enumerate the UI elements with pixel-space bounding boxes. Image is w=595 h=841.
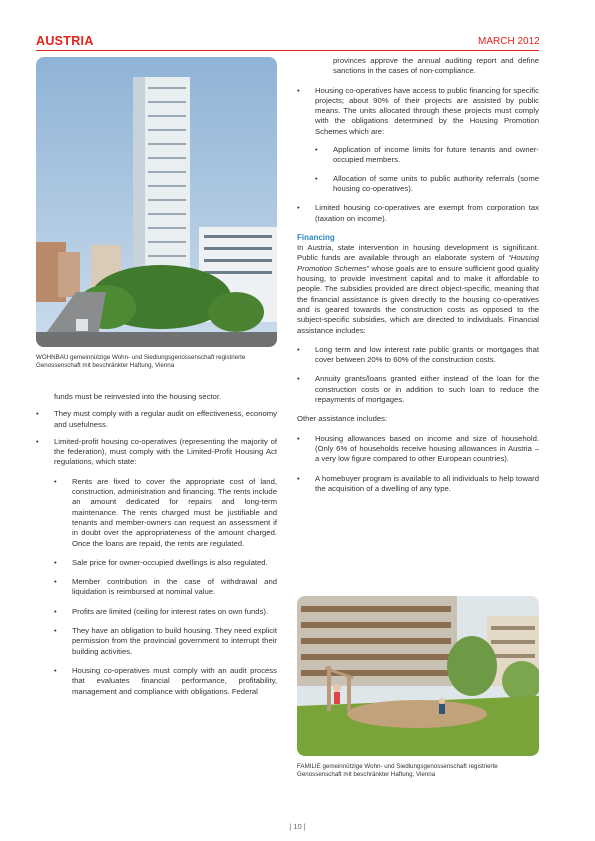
paragraph-emphasis: “Housing Promotion Schemes” <box>297 253 539 273</box>
financing-paragraph <box>297 243 539 336</box>
bullet-text: Application of income limits for future tenants and owner-occupied members. <box>333 145 539 165</box>
paragraph-text: whose goals are to ensure sufficient good quality housing, to provide investment capital and to make it affordable to people. The subsidies provided are direct object-specific, meaning that the financial assistance is given directly to the housing co-operatives and is geared towards the construction costs as opposed to the subject-specific subsidies, which are directed to individuals. Financial assistance includes: <box>297 263 539 335</box>
sub-bullet-profits: • Profits are limited (ceiling for interest rates on own funds). <box>54 606 269 616</box>
paragraph-text: In Austria, state intervention in housing development is significant. Public funds are available through an elaborate system of <box>297 243 539 263</box>
sub-bullet-member-contribution: • Member contribution in the case of withdrawal and liquidation is reimbursed at nominal value. <box>54 577 277 597</box>
left-column <box>36 392 277 697</box>
sub-bullet-audit-process: • Housing co-operatives must comply with an audit process that evaluates financial performance, profitability, management and compliance with obligations. Federal <box>54 665 277 696</box>
financing-heading: Financing <box>297 232 335 242</box>
bullet-text: They must comply with a regular audit on effectiveness, economy and usefulness. <box>54 409 277 429</box>
bullet-text: Sale price for owner-occupied dwellings is also regulated. <box>72 557 268 567</box>
bullet-text: Annuity grants/loans granted either instead of the loan for the construction costs or in addition to such loan to reduce the repayments of mortgages. <box>315 374 539 405</box>
section-title: AUSTRIA <box>36 34 94 48</box>
bullet-annuity: • Annuity grants/loans granted either instead of the loan for the construction costs or in addition to such loan to reduce the repayments of mortgages. <box>297 374 539 405</box>
bullet-text: Limited housing co-operatives are exempt from corporation tax (taxation on income). <box>315 203 539 223</box>
sub-bullet-allocation: • Allocation of some units to public authority referrals (some housing co-operatives). <box>315 173 539 193</box>
left-intro: funds must be reinvested into the housing sector. <box>54 392 222 401</box>
bullet-text: Long term and low interest rate public grants or mortgages that cover between 20% to 60% of the construction costs. <box>315 344 539 365</box>
bullet-text: Allocation of some units to public authority referrals (some housing co-operatives). <box>333 173 539 193</box>
issue-date: MARCH 2012 <box>478 36 540 47</box>
tower-block-photo <box>36 57 277 347</box>
bullet-text: Housing co-operatives must comply with an audit process that evaluates financial performance, profitability, management and compliance with obligations. Federal <box>72 665 277 696</box>
sub-bullet-income-limits: • Application of income limits for future tenants and owner-occupied members. <box>315 145 539 165</box>
bullet-text: A homebuyer program is available to all individuals to help toward the acquisition of a dwelling of any type. <box>315 473 539 493</box>
continued-text: provinces approve the annual auditing report and define sanctions in the cases of non-compliance. <box>333 56 539 76</box>
bullet-text: Housing allowances based on income and size of household. (Only 6% of households receive housing allowances in Austria – a very low figure compared to other European countries). <box>315 433 539 464</box>
bullet-text: Profits are limited (ceiling for interest rates on own funds). <box>72 606 269 616</box>
courtyard-photo <box>297 596 539 756</box>
bullet-text: Member contribution in the case of withdrawal and liquidation is reimbursed at nominal value. <box>72 577 277 597</box>
other-assistance-label: Other assistance includes: <box>297 414 388 424</box>
page-number: | 10 | <box>289 822 306 831</box>
bullet-housing-allowances: • Housing allowances based on income and size of household. (Only 6% of households receive housing allowances in Austria – a very low figure compared to other European countries). <box>297 433 539 464</box>
bullet-text: Limited-profit housing co-operatives (representing the majority of the federation), must comply with the Limited-Profit Housing Act regulations, which state: <box>54 436 277 467</box>
bullet-public-financing: • Housing co-operatives have access to public financing for specific projects; about 90% of their projects are assisted by public means. The units allocated through these projects must comply with the obligations determined by the Housing Promotion Schemes which are: <box>297 85 539 136</box>
photo2-caption: FAMILIE gemeinnützige Wohn- und Siedlungsgenossenschaft registrierte Genossenschaft mit beschränkter Haftung, Vienna <box>297 763 498 779</box>
sub-bullet-obligation: • They have an obligation to build housing. They need explicit permission from the provincial government to interrupt their building activities. <box>54 626 277 656</box>
bullet-text: They have an obligation to build housing. They need explicit permission from the provincial government to interrupt their building activities. <box>72 626 277 656</box>
bullet-homebuyer: • A homebuyer program is available to all individuals to help toward the acquisition of a dwelling of any type. <box>297 473 539 493</box>
sub-bullet-sale-price: • Sale price for owner-occupied dwellings is also regulated. <box>54 557 268 567</box>
bullet-text: Housing co-operatives have access to public financing for specific projects; about 90% of their projects are assisted by public means. The units allocated through these projects must comply with the obligations determined by the Housing Promotion Schemes which are: <box>315 85 539 136</box>
bullet-limited-profit: • Limited-profit housing co-operatives (representing the majority of the federation), must comply with the Limited-Profit Housing Act regulations, which state: <box>36 436 277 467</box>
bullet-grants: • Long term and low interest rate public grants or mortgages that cover between 20% to 60% of the construction costs. <box>297 344 539 365</box>
photo1-caption: WOHNBAU gemeinnützige Wohn- und Siedlungsgenossenschaft registrierte Genossenschaft mit beschränkter Haftung, Vienna <box>36 354 246 370</box>
header-rule <box>36 50 539 51</box>
bullet-text: Rents are fixed to cover the appropriate cost of land, construction, administration and financing. The rents include an amount dedicated for repairs and long-term maintenance. The rents charged must be justifiable and tenants and member-owners can request an assessment if in doubt over the appropriateness of the amount charged. Once the loans are repaid, the rents are regulated. <box>72 476 277 548</box>
right-column <box>297 56 539 494</box>
sub-bullet-rents: • Rents are fixed to cover the appropriate cost of land, construction, administration and financing. The rents include an amount dedicated for repairs and long-term maintenance. The rents charged must be justifiable and tenants and member-owners can request an assessment if in doubt over the appropriateness of the amount charged. Once the loans are repaid, the rents are regulated. <box>54 476 277 548</box>
bullet-audit: • They must comply with a regular audit on effectiveness, economy and usefulness. <box>36 409 277 429</box>
bullet-tax-exempt: • Limited housing co-operatives are exempt from corporation tax (taxation on income). <box>297 203 539 223</box>
